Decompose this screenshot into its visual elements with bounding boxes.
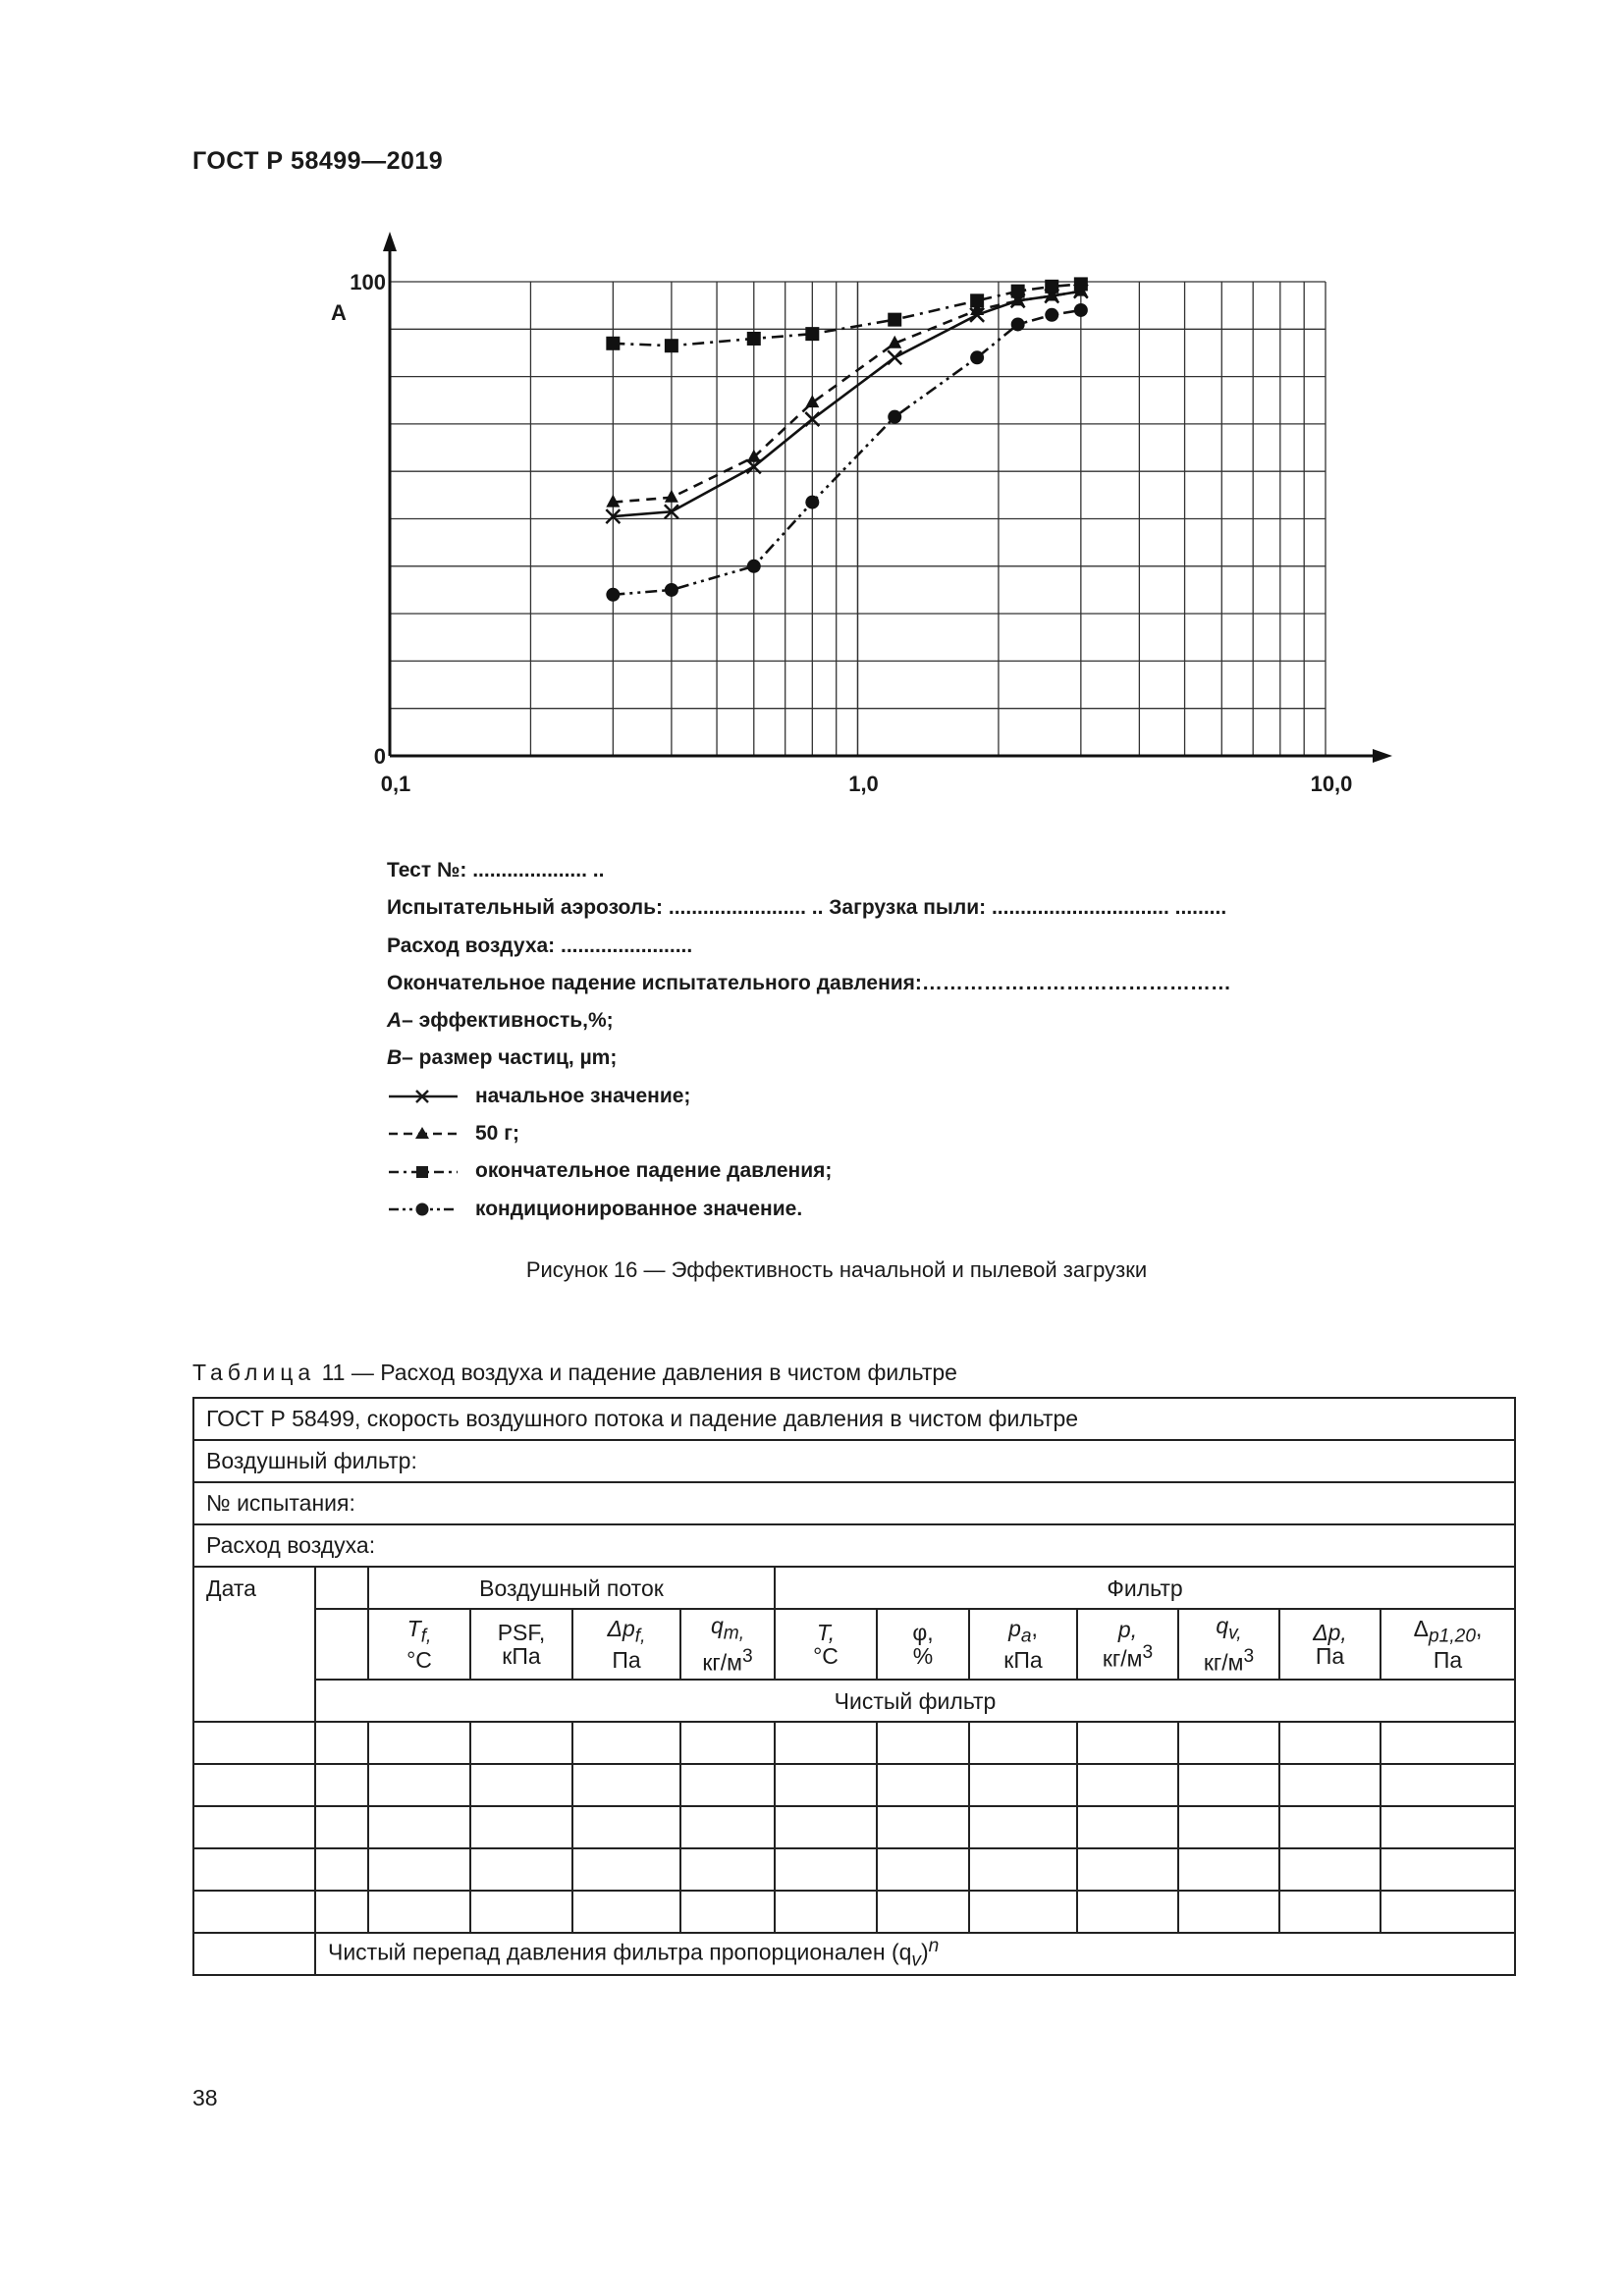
- chart-axes: [383, 232, 1392, 763]
- table-row: [193, 1764, 1515, 1806]
- x-tick-label: 0,1: [380, 772, 411, 796]
- data-point-square: [606, 337, 620, 350]
- legend-label-50g: 50 г;: [475, 1122, 519, 1146]
- legend-label-conditioned: кондиционированное значение.: [475, 1197, 803, 1220]
- legend-a-definition: [387, 1002, 1231, 1040]
- col-qv: $q_{v,}$ $кг/м^3$: [1178, 1609, 1279, 1680]
- data-point-circle: [1011, 317, 1025, 331]
- legend-test-no: Тест №: .................... ..: [387, 859, 605, 881]
- data-point-circle: [805, 496, 819, 509]
- legend-cross-line-icon: [387, 1087, 475, 1106]
- a-text: – эффективность,%;: [402, 1009, 614, 1033]
- data-point-circle: [1045, 308, 1058, 322]
- series-line: [613, 292, 1081, 503]
- table-caption-prefix: Таблица: [192, 1360, 316, 1385]
- page-number: 38: [192, 2085, 218, 2110]
- data-point-circle: [665, 583, 678, 597]
- data-point-square: [1045, 280, 1058, 294]
- col-t: T, °C: [775, 1609, 877, 1680]
- legend-circle-dashdotdot-icon: [387, 1200, 475, 1219]
- legend-airflow: Расход воздуха: .......................: [387, 934, 693, 957]
- col-qm: $q_{m,}$ $кг/м^3$: [680, 1609, 775, 1680]
- col-dp120: $\Delta_{p1,20}$, Па: [1380, 1609, 1515, 1680]
- data-point-circle: [970, 350, 984, 364]
- chart-grid: [390, 282, 1326, 756]
- col-dpf: $\Delta p_{f,}$ Па: [572, 1609, 680, 1680]
- legend-series-final: [387, 1152, 1231, 1190]
- document-code: ГОСТ Р 58499—2019: [192, 147, 444, 175]
- table-row: [193, 1806, 1515, 1848]
- a-letter: А: [387, 1009, 403, 1033]
- data-point-triangle: [805, 395, 819, 407]
- data-point-circle: [888, 410, 901, 424]
- col-psf: PSF, кПа: [470, 1609, 572, 1680]
- figure-legend: [387, 852, 1231, 1228]
- b-letter: В: [387, 1046, 403, 1070]
- legend-label-final: окончательное падение давления;: [475, 1159, 833, 1183]
- date-header: Дата: [193, 1567, 315, 1722]
- data-point-triangle: [665, 490, 678, 503]
- x-axis-arrow: [1373, 749, 1392, 763]
- table-caption: [192, 1360, 957, 1386]
- series-line: [613, 310, 1081, 595]
- legend-triangle-dashed-icon: [387, 1124, 475, 1144]
- blank-cell: [193, 1933, 315, 1975]
- efficiency-chart: [0, 0, 1624, 844]
- series-square: [606, 277, 1088, 352]
- series-circle: [606, 303, 1088, 602]
- legend-label-initial: начальное значение;: [475, 1084, 691, 1107]
- col-tf: $T_{f,}$ °C: [368, 1609, 470, 1680]
- legend-series-conditioned: [387, 1191, 1231, 1228]
- data-point-square: [747, 332, 761, 346]
- table-row: [193, 1722, 1515, 1764]
- data-point-square: [1074, 277, 1088, 291]
- series-triangle: [606, 284, 1088, 507]
- blank-cell: [315, 1609, 368, 1680]
- table-title: ГОСТ Р 58499, скорость воздушного потока и падение давления в чистом фильтре: [193, 1398, 1515, 1440]
- test-number-field: № испытания:: [193, 1482, 1515, 1524]
- x-tick-label: 10,0: [1310, 772, 1353, 796]
- legend-final-drop: Окончательное падение испытательного давления:………………………………………: [387, 971, 1231, 994]
- y-tick-label: 0: [373, 744, 386, 769]
- data-point-cross: [888, 350, 901, 364]
- b-text: – размер частиц, µm;: [402, 1046, 618, 1070]
- data-point-square: [805, 327, 819, 341]
- series-line: [613, 284, 1081, 346]
- y-tick-label: 100: [350, 270, 386, 294]
- legend-aerosol: Испытательный аэрозоль: ........................ .. Загрузка пыли: ............................... .........: [387, 896, 1227, 920]
- y-axis-label: А: [331, 300, 347, 325]
- x-tick-label: 1,0: [848, 772, 879, 796]
- data-point-circle: [747, 560, 761, 573]
- table-row: [193, 1848, 1515, 1891]
- blank-cell: [315, 1567, 368, 1609]
- col-dp: Δp, Па: [1279, 1609, 1380, 1680]
- chart-series: [606, 277, 1088, 601]
- col-phi: φ, %: [877, 1609, 969, 1680]
- legend-series-initial: [387, 1078, 1231, 1115]
- airflow-pressure-table: [192, 1397, 1516, 1976]
- data-point-square: [888, 313, 901, 327]
- table-caption-rest: 11 — Расход воздуха и падение давления в чистом фильтре: [315, 1360, 957, 1385]
- table-footer-note: Чистый перепад давления фильтра пропорционален $(q_v)^n$: [315, 1933, 1515, 1975]
- table-row: [193, 1891, 1515, 1933]
- y-axis-arrow: [383, 232, 397, 251]
- air-flow-group-header: Воздушный поток: [368, 1567, 775, 1609]
- data-point-circle: [606, 588, 620, 602]
- legend-series-50g: [387, 1115, 1231, 1152]
- legend-b-definition: [387, 1040, 1231, 1077]
- air-filter-field: Воздушный фильтр:: [193, 1440, 1515, 1482]
- data-point-circle: [1074, 303, 1088, 317]
- col-pa: $p_a$, кПа: [969, 1609, 1077, 1680]
- data-point-square: [970, 294, 984, 307]
- clean-filter-header: Чистый фильтр: [315, 1680, 1515, 1722]
- chart-ticks: [331, 270, 1352, 796]
- data-point-square: [665, 339, 678, 352]
- figure-caption: Рисунок 16 — Эффективность начальной и пылевой загрузки: [525, 1257, 1148, 1282]
- legend-square-dashdot-icon: [387, 1162, 475, 1182]
- col-rho: p, $кг/м^3$: [1077, 1609, 1178, 1680]
- airflow-field: Расход воздуха:: [193, 1524, 1515, 1567]
- series-line: [613, 292, 1081, 516]
- filter-group-header: Фильтр: [775, 1567, 1515, 1609]
- data-point-square: [1011, 285, 1025, 298]
